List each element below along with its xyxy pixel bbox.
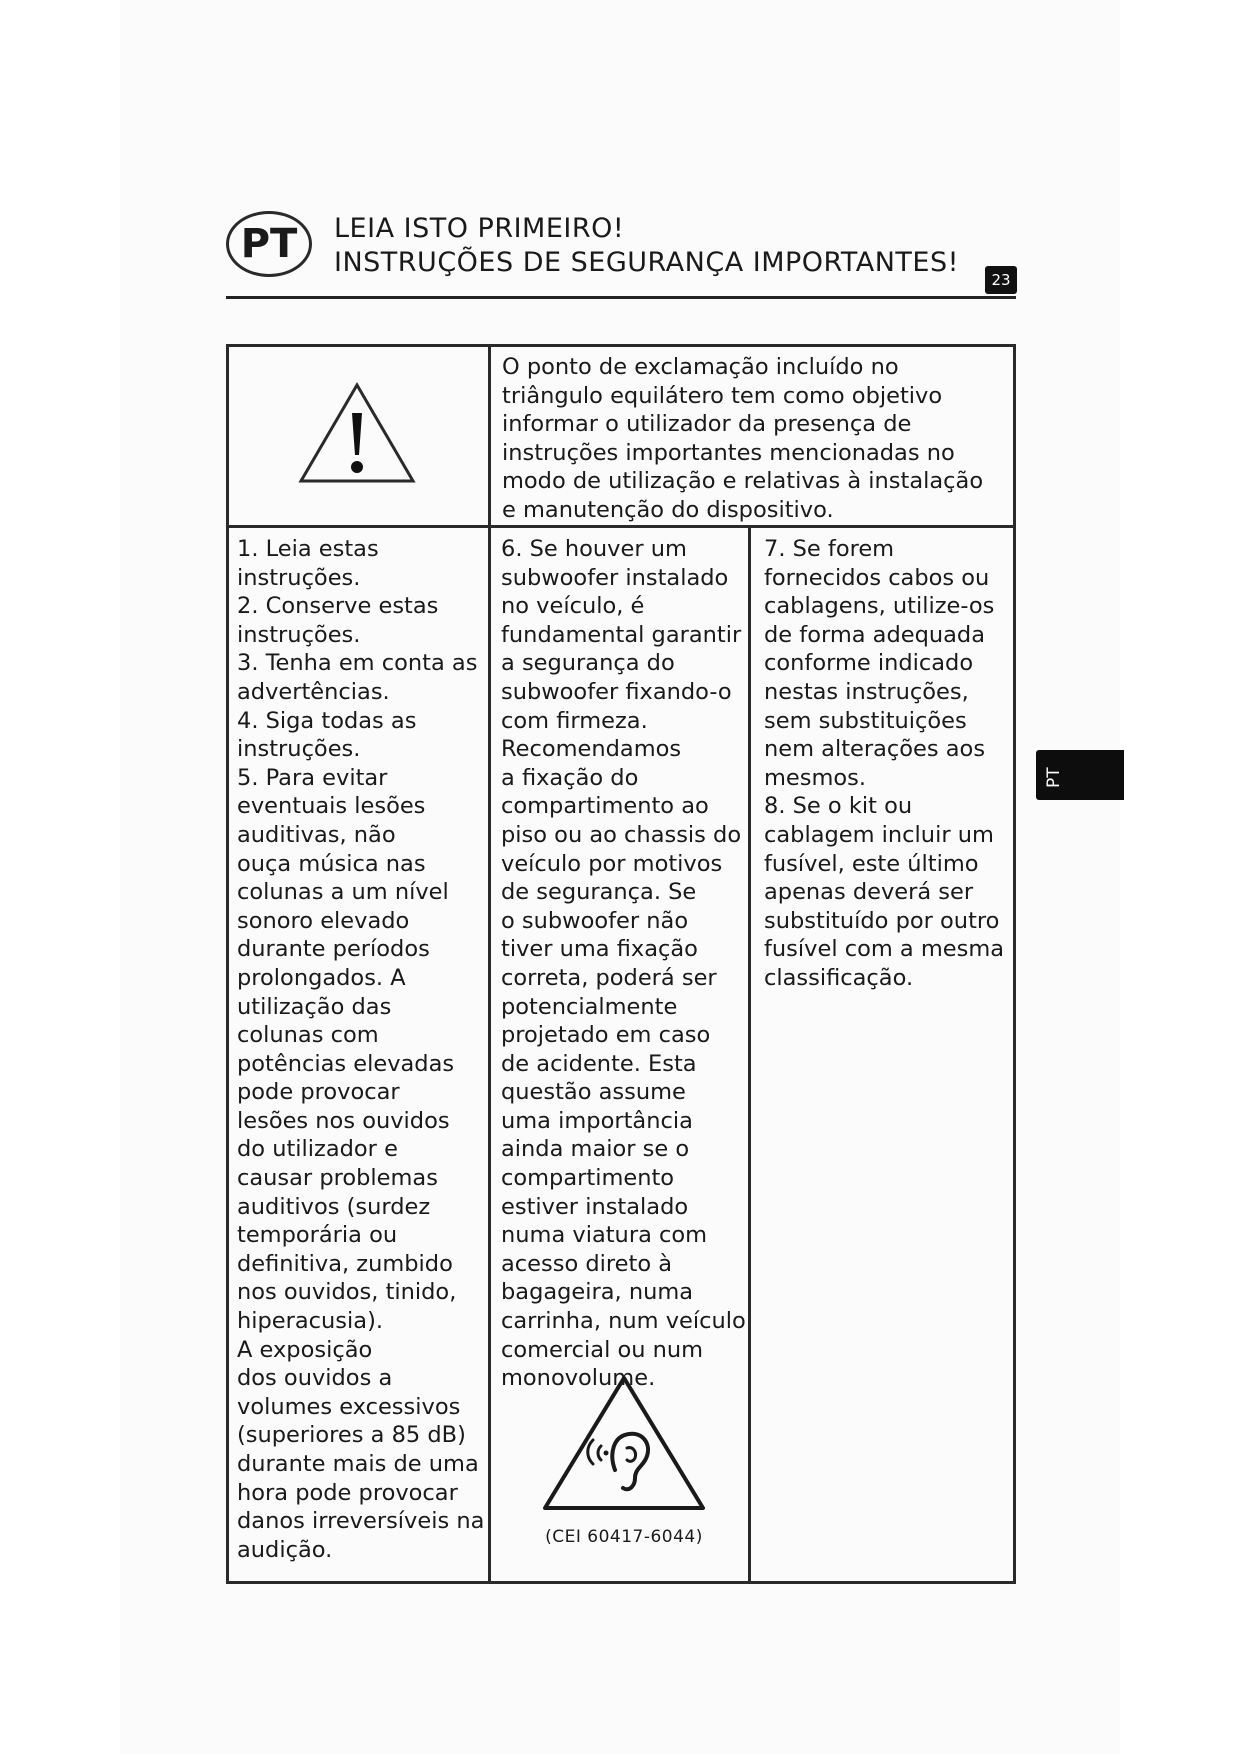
language-side-tab <box>1036 750 1124 800</box>
title-line-1: LEIA ISTO PRIMEIRO! <box>334 213 625 244</box>
safety-instructions-table <box>226 344 1016 1584</box>
page-number-badge: 23 <box>985 266 1017 294</box>
header-divider <box>226 296 1016 299</box>
table-divider-vertical-1 <box>488 347 491 1581</box>
instructions-column-1: 1. Leia estas instruções. 2. Conserve estas instruções. 3. Tenha em conta as advertências. 4. Siga todas as instruções. 5. Para evitar eventuais lesões auditivas, não ouça música nas colunas a um nível sonoro elevado durante períodos prolongados. A utilização das colunas com potências elevadas pode provocar lesões nos ouvidos do utilizador e causar problemas auditivos (surdez temporária ou definitiva, zumbido nos ouvidos, tinido, hiperacusia). A exposição dos ouvidos a volumes excessivos (superiores a 85 dB) durante mais de uma hora pode provocar danos irreversíveis na audição. <box>237 536 485 1563</box>
hearing-icon-caption: (CEI 60417-6044) <box>545 1527 703 1547</box>
instructions-column-3: 7. Se forem fornecidos cabos ou cablagens, utilize-os de forma adequada conforme indicado nestas instruções, sem substituições nem alterações aos mesmos. 8. Se o kit ou cablagem incluir um fusível, este último apenas deverá ser substituído por outro fusível com a mesma classificação. <box>764 536 1005 991</box>
warning-icon-cell <box>229 347 491 527</box>
instructions-column-2: 6. Se houver um subwoofer instalado no veículo, é fundamental garantir a segurança do subwoofer fixando-o com firmeza. Recomendamos a fixação do compartimento ao piso ou ao chassis do veículo por motivos de segurança. Se o subwoofer não tiver uma fixação correta, poderá ser potencialmente projetado em caso de acidente. Esta questão assume uma importância ainda maior se o compartimento estiver instalado numa viatura com acesso direto à bagageira, numa carrinha, num veículo comercial ou num monovolume. <box>501 536 746 1392</box>
hearing-damage-icon <box>539 1374 709 1514</box>
warning-description: O ponto de exclamação incluído no triângulo equilátero tem como objetivo informar o utilizador da presença de instruções importantes mencionadas no modo de utilização e relativas à instalação e manutenção do dispositivo. <box>502 354 984 523</box>
title-line-2: INSTRUÇÕES DE SEGURANÇA IMPORTANTES! <box>334 247 959 278</box>
language-badge: PT <box>226 211 312 277</box>
side-tab-label: PT <box>1044 767 1064 788</box>
exclamation-triangle-icon <box>297 381 417 487</box>
page-title <box>334 212 959 280</box>
